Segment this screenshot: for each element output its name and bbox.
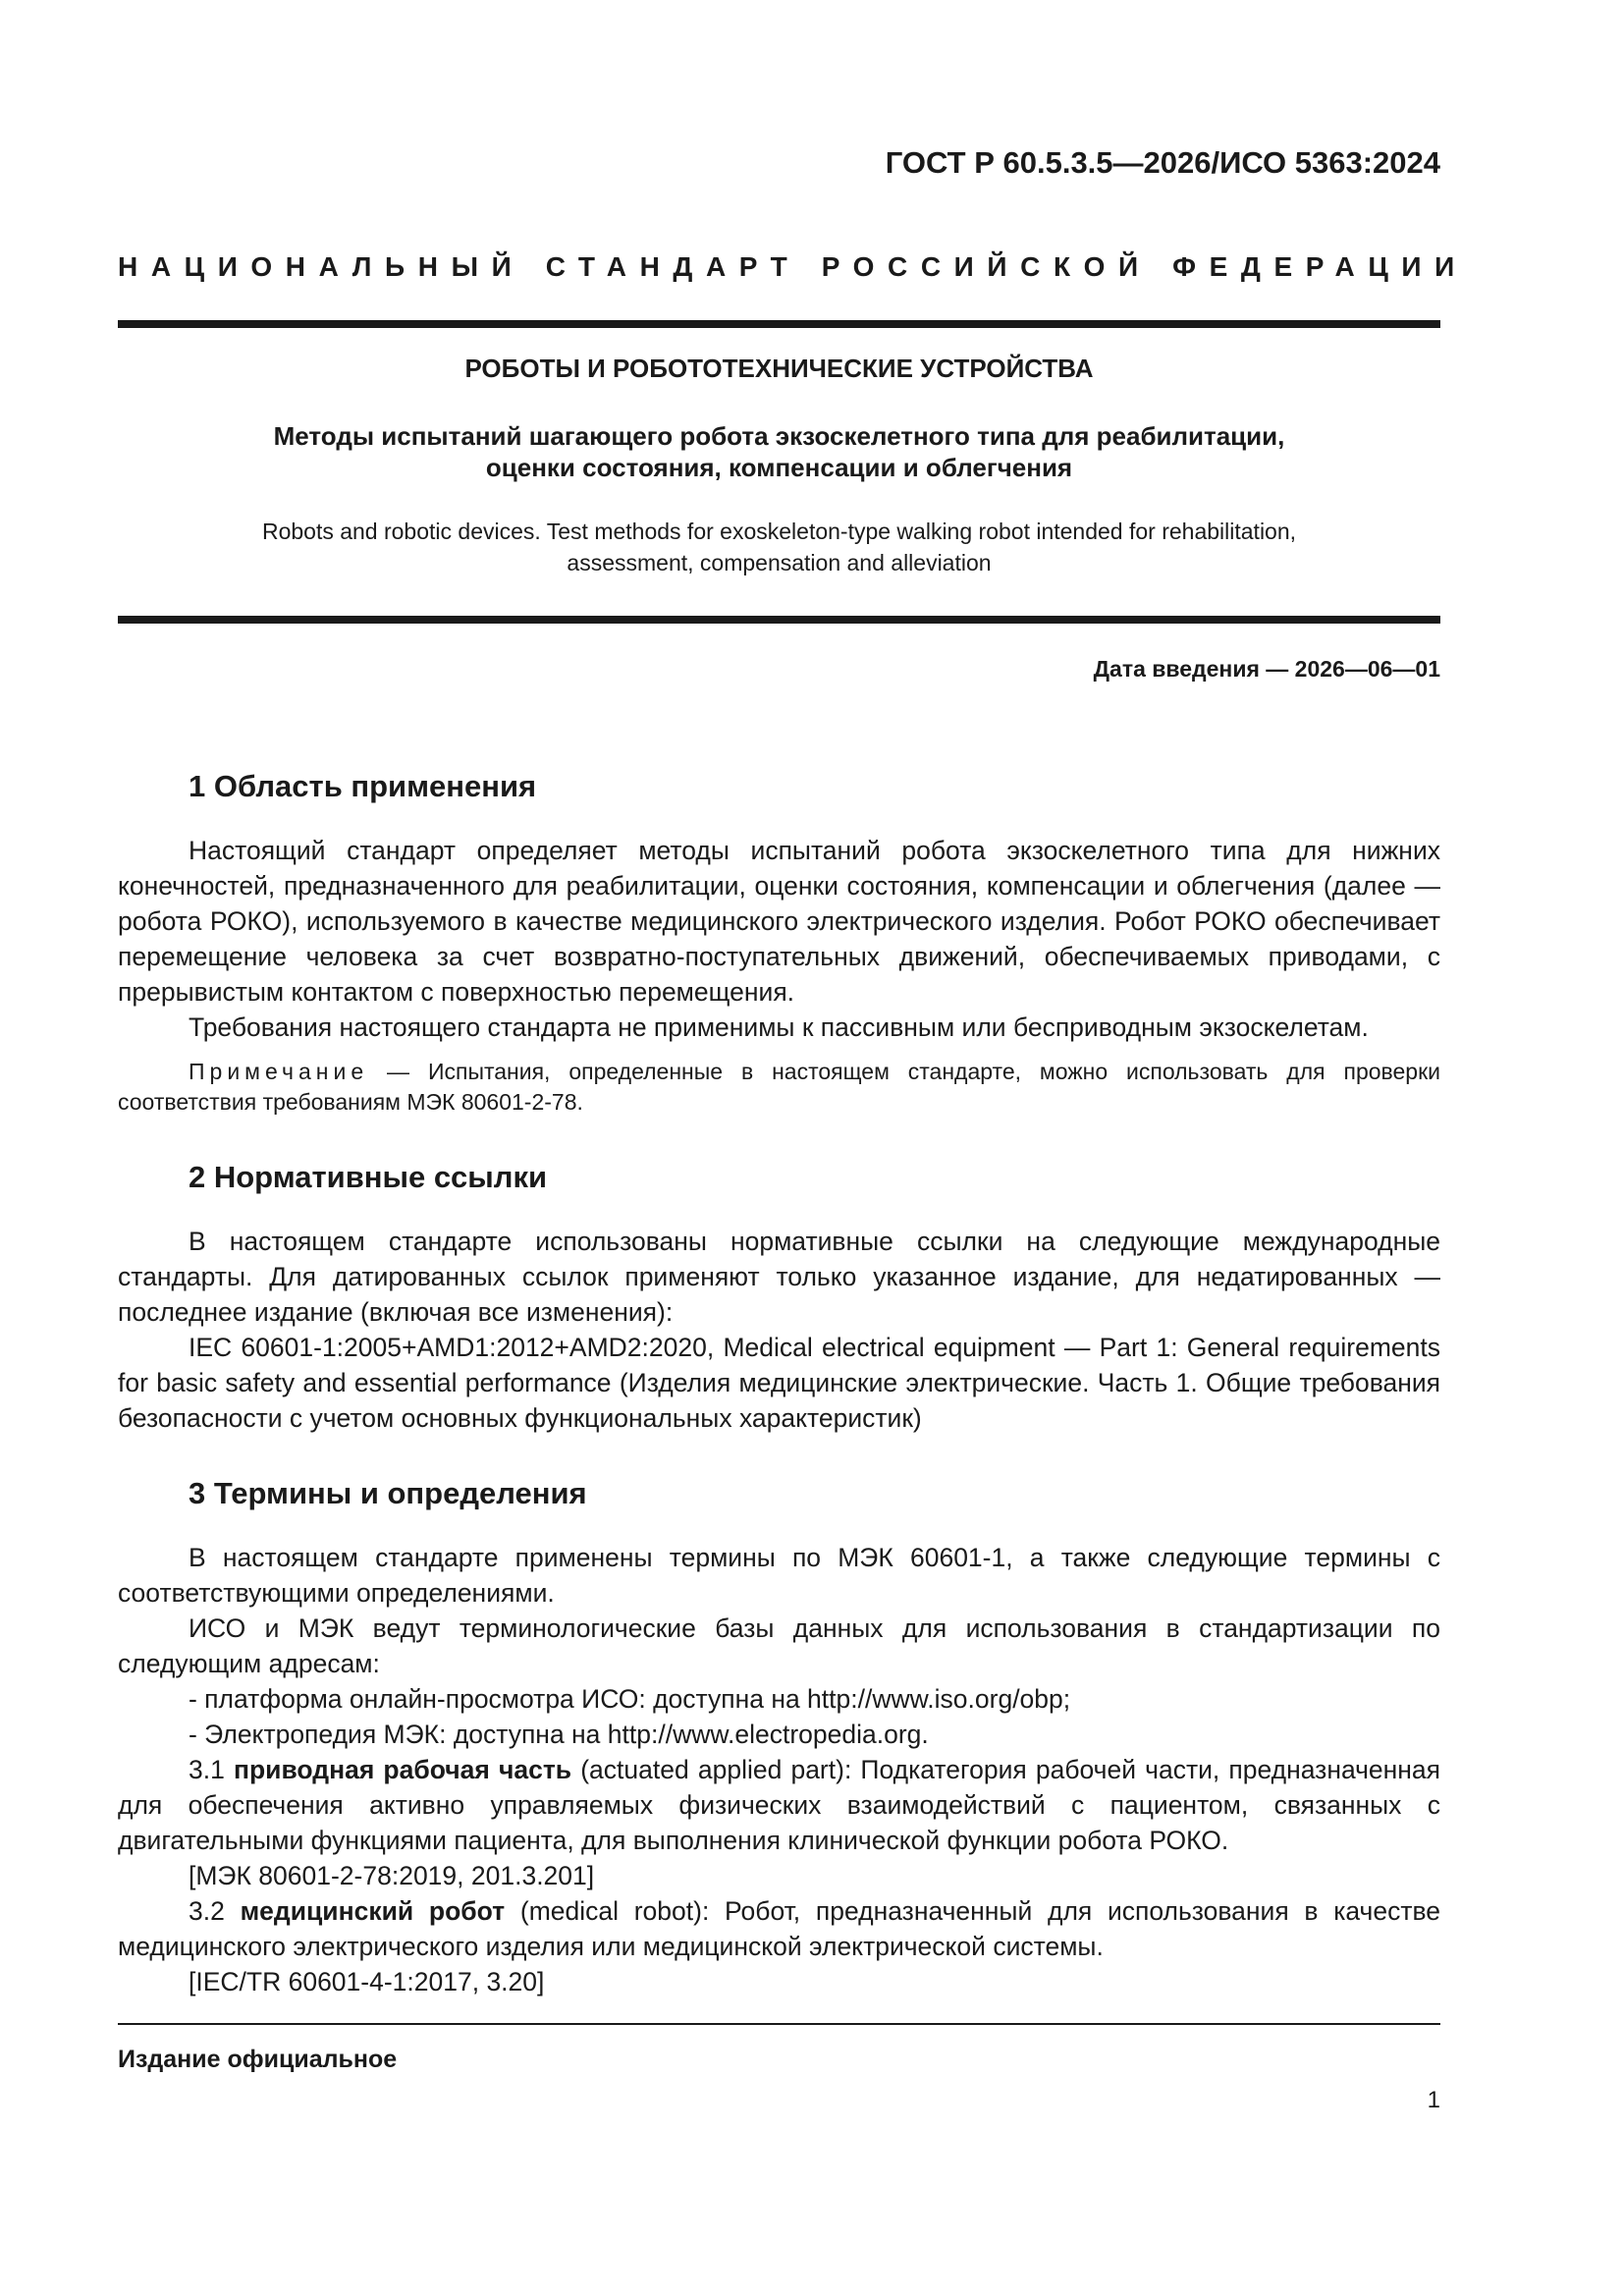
term-3-2-number: 3.2 xyxy=(189,1896,241,1926)
term-3-1-term: приводная рабочая часть xyxy=(233,1755,572,1784)
term-3-2-definition: (medical robot): Робот, предназначенный для использования в качестве медицинского электрического изделия или медицинской электрической системы. xyxy=(118,1896,1440,1961)
english-title-line-1: Robots and robotic devices. Test methods for exoskeleton-type walking robot intended for rehabilitation, xyxy=(261,519,1297,544)
bullet-iso-obp: - платформа онлайн-просмотра ИСО: доступна на http://www.iso.org/obp; xyxy=(189,1684,1071,1714)
section-2-reference: IEC 60601-1:2005+AMD1:2012+AMD2:2020, Medical electrical equipment — Part 1: General requirements for basic safety and essential performance (Изделия медицинские электрические. Часть 1. Общие требования безопасности с учетом основных функциональных характеристик) xyxy=(118,1333,1440,1433)
header-rule-top xyxy=(118,320,1440,328)
subtitle-line-2: оценки состояния, компенсации и облегчения xyxy=(485,453,1073,482)
standard-number: ГОСТ Р 60.5.3.5—2026/ИСО 5363:2024 xyxy=(885,145,1440,180)
term-3-1-source: [МЭК 80601-2-78:2019, 201.3.201] xyxy=(189,1861,595,1890)
introduction-date: Дата введения — 2026—06—01 xyxy=(1093,656,1440,682)
section-1-paragraph-2: Требования настоящего стандарта не применимы к пассивным или бесприводным экзоскелетам. xyxy=(189,1012,1369,1042)
official-edition-label: Издание официальное xyxy=(118,2046,398,2073)
english-title-line-2: assessment, compensation and alleviation xyxy=(567,550,992,575)
term-3-1 xyxy=(118,1752,1440,1858)
note-label: Примечание xyxy=(189,1059,369,1084)
term-3-1-definition: (actuated applied part): Подкатегория рабочей части, предназначенная для обеспечения активно управляемых физических взаимодействий с пациентом, связанных с двигательными функциями пациента, для выполнения клинической функции робота РОКО. xyxy=(118,1755,1441,1855)
section-2-heading: 2 Нормативные ссылки xyxy=(189,1160,548,1194)
footer-rule xyxy=(118,2023,1440,2025)
term-3-2-term: медицинский робот xyxy=(240,1896,506,1926)
page-number: 1 xyxy=(1427,2087,1440,2113)
section-3-heading: 3 Термины и определения xyxy=(189,1476,587,1510)
section-2-paragraph-1: В настоящем стандарте использованы нормативные ссылки на следующие международные стандарты. Для датированных ссылок применяют только указанное издание, для недатированных — последнее издание (включая все изменения): xyxy=(118,1227,1440,1327)
section-3-paragraph-1: В настоящем стандарте применены термины по МЭК 60601-1, а также следующие термины с соответствующими определениями. xyxy=(118,1543,1440,1608)
english-title xyxy=(118,516,1440,578)
document-subtitle xyxy=(118,420,1440,483)
term-3-2 xyxy=(118,1893,1440,1964)
section-1-paragraph-1: Настоящий стандарт определяет методы испытаний робота экзоскелетного типа для нижних конечностей, предназначенного для реабилитации, оценки состояния, компенсации и облегчения (далее — робота РОКО), используемого в качестве медицинского электрического изделия. Робот РОКО обеспечивает перемещение человека за счет возвратно-поступательных движений, обеспечиваемых приводами, с прерывистым контактом с поверхностью перемещения. xyxy=(118,836,1440,1007)
term-3-2-source: [IEC/TR 60601-4-1:2017, 3.20] xyxy=(189,1967,545,1996)
section-3-paragraph-2: ИСО и МЭК ведут терминологические базы данных для использования в стандартизации по следующим адресам: xyxy=(118,1613,1440,1678)
section-1-note xyxy=(118,1057,1440,1118)
national-standard-banner: НАЦИОНАЛЬНЫЙ СТАНДАРТ РОССИЙСКОЙ ФЕДЕРАЦИИ xyxy=(118,251,1468,282)
term-3-1-number: 3.1 xyxy=(189,1755,234,1784)
bullet-electropedia: - Электропедия МЭК: доступна на http://www.electropedia.org. xyxy=(189,1720,929,1749)
note-text: — Испытания, определенные в настоящем стандарте, можно использовать для проверки соответствия требованиям МЭК 80601-2-78. xyxy=(118,1059,1440,1115)
header-rule-bottom xyxy=(118,616,1440,624)
section-1-heading: 1 Область применения xyxy=(189,769,537,803)
document-title: РОБОТЫ И РОБОТОТЕХНИЧЕСКИЕ УСТРОЙСТВА xyxy=(464,354,1094,383)
subtitle-line-1: Методы испытаний шагающего робота экзоскелетного типа для реабилитации, xyxy=(273,421,1285,451)
